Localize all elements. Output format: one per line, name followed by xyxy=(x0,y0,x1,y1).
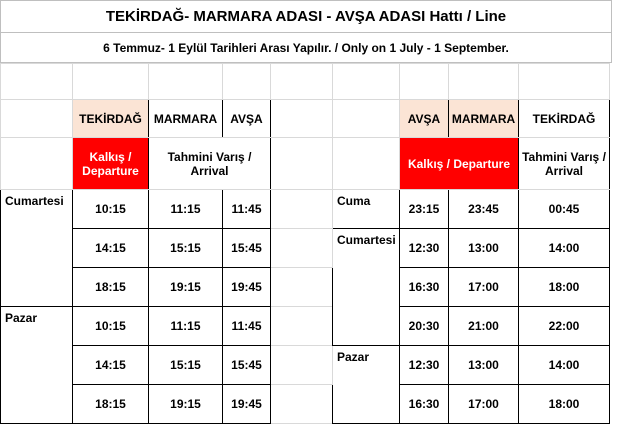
right-time: 14:00 xyxy=(519,346,610,385)
right-time: 22:00 xyxy=(519,307,610,346)
right-header-marmara: MARMARA xyxy=(449,100,519,138)
right-time: 18:00 xyxy=(519,385,610,424)
right-time: 12:30 xyxy=(400,346,449,385)
left-day-saturday: Cumartesi xyxy=(1,190,73,307)
left-departure-label: Kalkış / Departure xyxy=(73,138,149,190)
left-time: 11:15 xyxy=(149,190,223,229)
right-time: 23:45 xyxy=(449,190,519,229)
right-day-saturday: Cumartesi xyxy=(333,229,400,346)
left-header-tekirdag: TEKİRDAĞ xyxy=(73,100,149,138)
left-header-marmara: MARMARA xyxy=(149,100,223,138)
right-time: 12:30 xyxy=(400,229,449,268)
page-title: TEKİRDAĞ- MARMARA ADASI - AVŞA ADASI Hattı / Line xyxy=(0,0,612,33)
left-time: 10:15 xyxy=(73,190,149,229)
left-header-avsa: AVŞA xyxy=(223,100,271,138)
left-time: 11:45 xyxy=(223,307,271,346)
right-time: 20:30 xyxy=(400,307,449,346)
left-time: 19:45 xyxy=(223,268,271,307)
left-time: 11:15 xyxy=(149,307,223,346)
right-header-tekirdag: TEKİRDAĞ xyxy=(519,100,610,138)
right-time: 16:30 xyxy=(400,385,449,424)
right-day-friday: Cuma xyxy=(333,190,400,229)
right-time: 13:00 xyxy=(449,229,519,268)
right-departure-label: Kalkış / Departure xyxy=(400,138,519,190)
right-time: 17:00 xyxy=(449,268,519,307)
right-time: 00:45 xyxy=(519,190,610,229)
left-time: 14:15 xyxy=(73,229,149,268)
timetable-grid xyxy=(0,63,610,424)
left-time: 11:45 xyxy=(223,190,271,229)
right-header-avsa: AVŞA xyxy=(400,100,449,138)
left-time: 15:15 xyxy=(149,346,223,385)
right-day-sunday: Pazar xyxy=(333,346,400,424)
right-time: 23:15 xyxy=(400,190,449,229)
left-time: 19:15 xyxy=(149,385,223,424)
left-time: 18:15 xyxy=(73,385,149,424)
left-time: 18:15 xyxy=(73,268,149,307)
left-arrival-label: Tahmini Varış / Arrival xyxy=(149,138,271,190)
left-time: 15:15 xyxy=(149,229,223,268)
right-time: 17:00 xyxy=(449,385,519,424)
right-time: 14:00 xyxy=(519,229,610,268)
right-time: 16:30 xyxy=(400,268,449,307)
right-time: 21:00 xyxy=(449,307,519,346)
left-day-sunday: Pazar xyxy=(1,307,73,424)
season-note: 6 Temmuz- 1 Eylül Tarihleri Arası Yapılır. / Only on 1 July - 1 September. xyxy=(0,33,612,63)
left-time: 15:45 xyxy=(223,229,271,268)
left-time: 15:45 xyxy=(223,346,271,385)
left-time: 19:15 xyxy=(149,268,223,307)
right-arrival-label: Tahmini Varış / Arrival xyxy=(519,138,610,190)
left-time: 10:15 xyxy=(73,307,149,346)
left-time: 19:45 xyxy=(223,385,271,424)
right-time: 13:00 xyxy=(449,346,519,385)
left-time: 14:15 xyxy=(73,346,149,385)
right-time: 18:00 xyxy=(519,268,610,307)
